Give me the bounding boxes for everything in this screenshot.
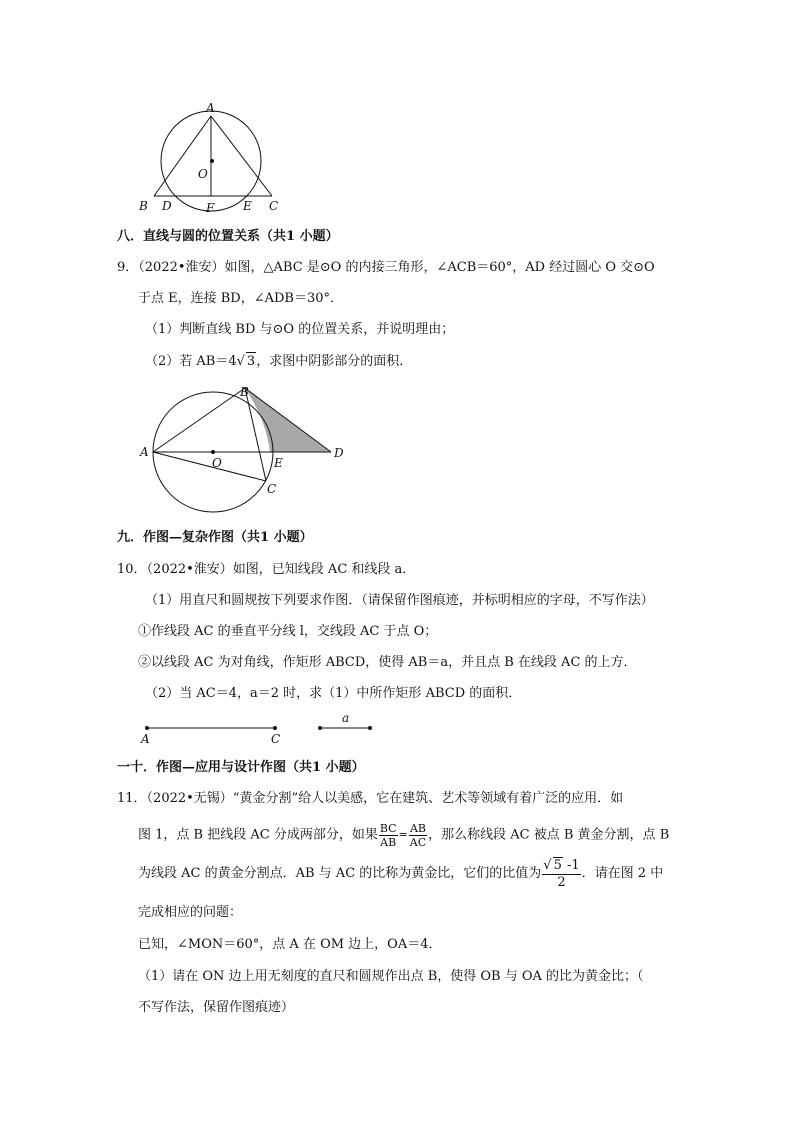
section-heading-8: 八．直线与圆的位置关系（共1 小题）	[117, 229, 339, 244]
fraction-bc-ab	[379, 822, 398, 849]
frac2-numerator: AB	[409, 821, 426, 835]
label-c-point: C	[271, 732, 281, 746]
endpoint-c	[273, 726, 277, 730]
q10-step2: ②以线段 AC 为对角线，作矩形 ABCD，使得 AB＝a，并且点 B 在线段 AC 的上方．	[138, 655, 637, 670]
q11-given: 已知，∠MON＝60°，点 A 在 OM 边上，OA＝4．	[138, 937, 442, 952]
label-b: B	[139, 199, 148, 213]
q11-line3-pre: 为线段 AC 的黄金分割点．AB 与 AC 的比称为黄金比，它们的比值为	[138, 866, 542, 881]
label-e: E	[274, 456, 283, 470]
fraction-ab-ac	[409, 822, 427, 849]
q11-line4: 完成相应的问题：	[138, 905, 243, 920]
label-f: F	[206, 201, 215, 215]
q9-line2: 于点 E，连接 BD，∠ADB＝30°．	[138, 291, 344, 306]
endpoint-a	[145, 726, 149, 730]
center-point-o	[211, 450, 215, 454]
frac1-numerator: BC	[379, 821, 397, 835]
figure-circle-triangle	[130, 98, 290, 218]
q10-step1: ①作线段 AC 的垂直平分线 l，交线段 AC 于点 O；	[138, 624, 438, 639]
q9-part2	[145, 352, 412, 371]
q9-part2-root: 3	[246, 354, 256, 369]
fraction-golden-ratio	[542, 857, 580, 891]
q11-part1b: 不写作法，保留作图痕迹）	[138, 1000, 295, 1015]
label-e: E	[243, 199, 252, 213]
center-point-o	[210, 159, 214, 163]
q9-part2-pre: （2）若 AB＝4	[145, 354, 237, 369]
q11-line3	[138, 856, 663, 892]
figure-circle-tangent	[135, 380, 355, 515]
radical-sign: √	[236, 354, 245, 369]
segment-ac	[211, 116, 272, 196]
frac1-denominator: AB	[380, 835, 397, 849]
label-a: A	[140, 445, 149, 459]
ratio-denominator: 2	[557, 874, 566, 890]
endpoint-a-left	[318, 726, 322, 730]
q11-line2-post: ，那么称线段 AC 被点 B 黄金分割，点 B	[428, 827, 670, 843]
label-d: D	[334, 446, 344, 460]
frac2-denominator: AC	[409, 835, 427, 849]
label-a-point: A	[141, 732, 150, 746]
q10-part2: （2）当 AC＝4，a＝2 时，求（1）中所作矩形 ABCD 的面积．	[145, 686, 522, 701]
frac-equals: =	[398, 828, 408, 841]
ratio-rest: -1	[562, 857, 580, 873]
label-c: C	[269, 199, 279, 213]
figure-segments	[135, 710, 385, 748]
q11-line2	[138, 818, 669, 853]
ratio-root: 5	[553, 857, 562, 873]
q9-line1: 9．（2022•淮安）如图，△ABC 是⊙O 的内接三角形，∠ACB＝60°，AD 经过圆心 O 交⊙O	[117, 260, 655, 275]
label-a-segment: a	[342, 711, 350, 725]
q10-part1: （1）用直尺和圆规按下列要求作图．（请保留作图痕迹，并标明相应的字母，不写作法）	[145, 593, 654, 608]
label-a: A	[206, 101, 215, 115]
q11-part1: （1）请在 ON 边上用无刻度的直尺和圆规作出点 B，使得 OB 与 OA 的比为黄金比；（	[138, 969, 644, 984]
endpoint-a-right	[368, 726, 372, 730]
radical-sign: √	[543, 857, 552, 873]
segment-ab	[154, 116, 211, 196]
q9-part1: （1）判断直线 BD 与⊙O 的位置关系，并说明理由；	[145, 322, 455, 337]
ratio-numerator	[542, 857, 580, 875]
segment-ab	[153, 388, 245, 452]
q11-line3-post: ．请在图 2 中	[581, 866, 664, 881]
segment-ac	[153, 452, 266, 481]
label-c: C	[267, 482, 277, 496]
label-o: O	[198, 167, 208, 181]
label-b: B	[240, 385, 249, 399]
q9-part2-post: ，求图中阴影部分的面积．	[256, 354, 413, 369]
section-heading-10: 一十．作图—应用与设计作图（共1 小题）	[117, 760, 365, 775]
q11-line2-pre: 图 1，点 B 把线段 AC 分成两部分，如果	[138, 827, 378, 843]
label-o: O	[212, 456, 222, 470]
q11-line1: 11．（2022•无锡）“黄金分割”给人以美感，它在建筑、艺术等领域有着广泛的应用．如	[117, 791, 624, 806]
section-heading-9: 九．作图—复杂作图（共1 小题）	[117, 530, 313, 545]
q10-line1: 10．（2022•淮安）如图，已知线段 AC 和线段 a．	[117, 562, 416, 577]
label-d: D	[162, 199, 172, 213]
